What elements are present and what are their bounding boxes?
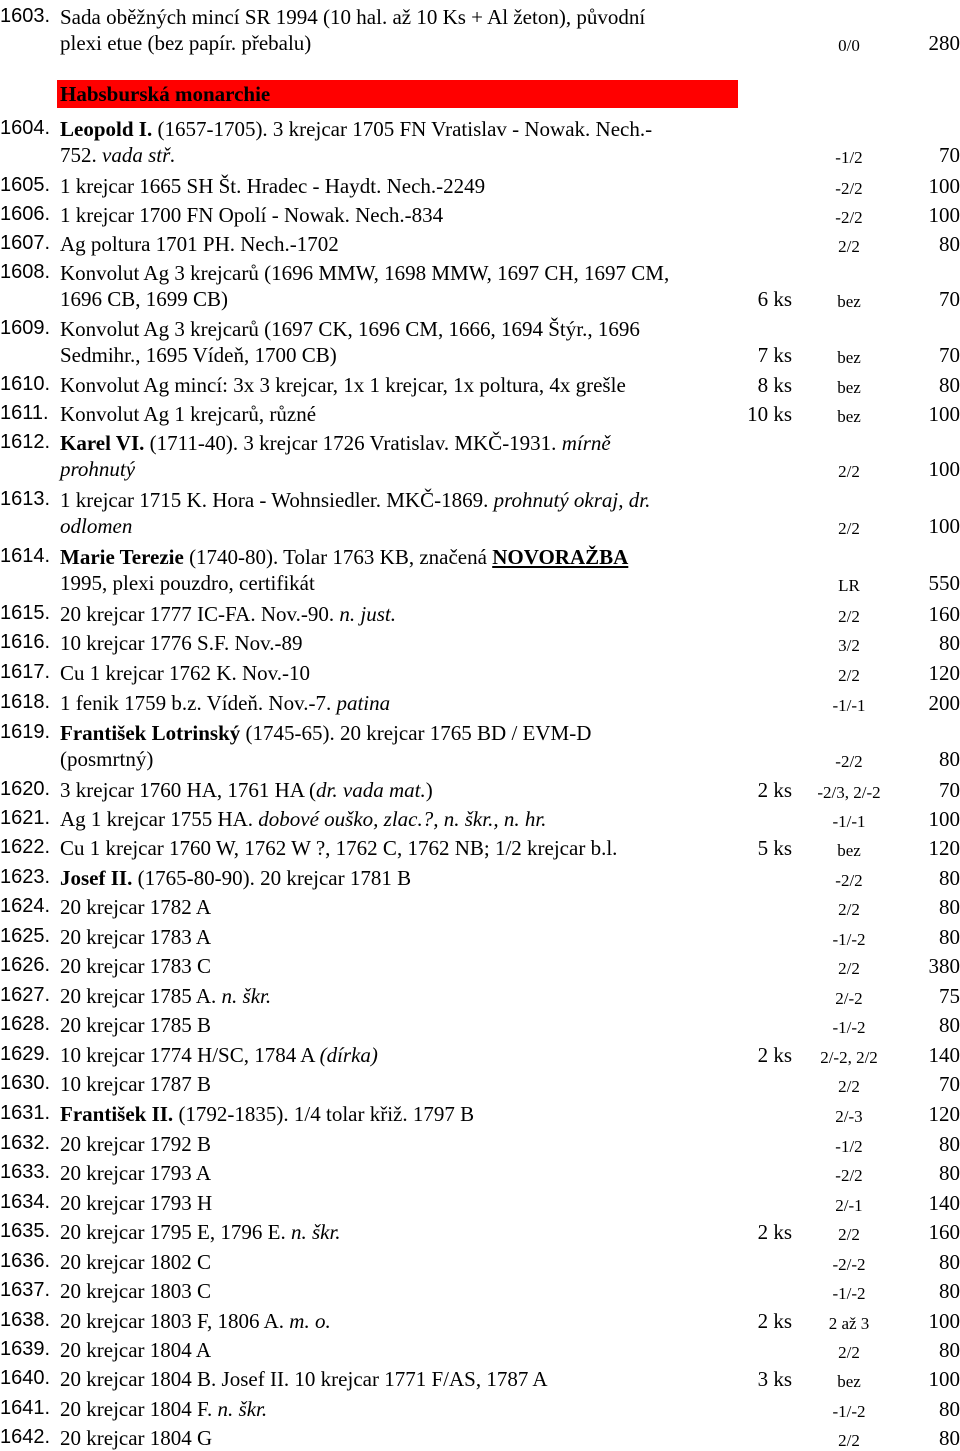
lot-number: 1620. <box>0 779 50 799</box>
lot-price: 75 <box>939 984 960 1009</box>
lot-description <box>60 983 271 1009</box>
lot-price: 80 <box>939 631 960 656</box>
lot-condition: -1/-2 <box>806 930 892 950</box>
lot-description-part: František II. <box>60 1102 173 1126</box>
lot-description <box>60 173 485 199</box>
lot-condition: -2/3, 2/-2 <box>806 783 892 803</box>
lot-description-part: m. o. <box>289 1309 330 1333</box>
lot-description-part: 20 krejcar 1793 A <box>60 1161 211 1185</box>
lot-condition: 2/2 <box>806 900 892 920</box>
lot-description-part: mírně <box>562 431 611 455</box>
lot-price: 100 <box>929 174 960 199</box>
lot-price: 70 <box>939 343 960 368</box>
lot-number: 1615. <box>0 603 50 623</box>
lot-description-part: Sedmihr., 1695 Vídeň, 1700 CB) <box>60 343 337 367</box>
lot-number: 1614. <box>0 546 50 566</box>
lot-description <box>60 260 669 312</box>
lot-condition: bez <box>806 292 892 312</box>
lot-description-part: Leopold I. <box>60 117 152 141</box>
lot-description-part: 10 krejcar 1787 B <box>60 1072 211 1096</box>
lot-description <box>60 1190 212 1216</box>
lot-description-part: Konvolut Ag mincí: 3x 3 krejcar, 1x 1 krejcar, 1x poltura, 4x grešle <box>60 373 626 397</box>
lot-price: 80 <box>939 232 960 257</box>
lot-description <box>60 116 652 168</box>
lot-description-part: 20 krejcar 1783 C <box>60 954 211 978</box>
lot-price: 80 <box>939 1013 960 1038</box>
lot-description-part: František Lotrinský <box>60 721 240 745</box>
lot-price: 280 <box>929 31 960 56</box>
lot-number: 1616. <box>0 632 50 652</box>
lot-description-part: ) <box>426 778 433 802</box>
lot-description-part: 20 krejcar 1804 G <box>60 1426 212 1450</box>
lot-condition: -2/2 <box>806 871 892 891</box>
lot-price: 160 <box>929 1220 960 1245</box>
lot-description-part: 20 krejcar 1777 IC-FA. Nov.-90. <box>60 602 339 626</box>
lot-description <box>60 1219 341 1245</box>
lot-quantity: 2 ks <box>758 778 792 803</box>
lot-condition: -1/2 <box>806 148 892 168</box>
lot-number: 1632. <box>0 1133 50 1153</box>
lot-description-part: Konvolut Ag 3 krejcarů (1697 CK, 1696 CM, 1666, 1694 Štýr., 1696 <box>60 317 640 341</box>
lot-condition: 3/2 <box>806 636 892 656</box>
lot-condition: -1/-2 <box>806 1284 892 1304</box>
lot-price: 100 <box>929 457 960 482</box>
lot-number: 1605. <box>0 175 50 195</box>
lot-description-part: prohnutý okraj, dr. <box>494 488 651 512</box>
lot-price: 100 <box>929 1367 960 1392</box>
lot-description-part: 20 krejcar 1785 B <box>60 1013 211 1037</box>
section-title: Habsburská monarchie <box>60 82 270 107</box>
lot-condition: 2/2 <box>806 519 892 539</box>
lot-description-part: (1765-80-90). 20 krejcar 1781 B <box>132 866 411 890</box>
lot-number: 1628. <box>0 1014 50 1034</box>
lot-number: 1617. <box>0 662 50 682</box>
lot-number: 1640. <box>0 1368 50 1388</box>
lot-price: 120 <box>929 836 960 861</box>
lot-number: 1630. <box>0 1073 50 1093</box>
lot-condition: bez <box>806 407 892 427</box>
lot-condition: 2/2 <box>806 1077 892 1097</box>
lot-description-part: n. just. <box>339 602 396 626</box>
lot-description-part: (1657-1705). 3 krejcar 1705 FN Vratislav - Nowak. Nech.- <box>152 117 652 141</box>
lot-description-part: 1 krejcar 1700 FN Opolí - Nowak. Nech.-834 <box>60 203 443 227</box>
lot-price: 100 <box>929 203 960 228</box>
lot-condition: 2/2 <box>806 1225 892 1245</box>
lot-number: 1609. <box>0 318 50 338</box>
lot-description-part: n. škr. <box>218 1397 268 1421</box>
lot-condition: 2/-3 <box>806 1107 892 1127</box>
lot-number: 1604. <box>0 118 50 138</box>
lot-description-part: 20 krejcar 1782 A <box>60 895 211 919</box>
lot-price: 80 <box>939 1397 960 1422</box>
lot-number: 1603. <box>0 6 50 26</box>
lot-description-part: n. škr. <box>222 984 272 1008</box>
lot-condition: bez <box>806 841 892 861</box>
lot-description-part: vada stř. <box>102 143 176 167</box>
lot-description <box>60 4 645 56</box>
lot-price: 140 <box>929 1191 960 1216</box>
lot-number: 1621. <box>0 808 50 828</box>
lot-description <box>60 1012 211 1038</box>
lot-number: 1642. <box>0 1427 50 1447</box>
section-header-habsburg <box>57 80 738 108</box>
lot-description-part: Ag poltura 1701 PH. Nech.-1702 <box>60 232 339 256</box>
lot-description-part: dobové ouško, zlac.?, n. škr., n. hr. <box>258 807 546 831</box>
lot-condition: 2/2 <box>806 1431 892 1451</box>
lot-description <box>60 720 591 772</box>
lot-description <box>60 430 611 482</box>
lot-number: 1625. <box>0 926 50 946</box>
lot-description <box>60 401 316 427</box>
lot-description <box>60 690 390 716</box>
lot-description <box>60 777 433 803</box>
lot-description-part: 20 krejcar 1803 F, 1806 A. <box>60 1309 289 1333</box>
lot-number: 1608. <box>0 262 50 282</box>
lot-description <box>60 630 303 656</box>
lot-number: 1627. <box>0 985 50 1005</box>
lot-description-part: Cu 1 krejcar 1762 K. Nov.-10 <box>60 661 310 685</box>
lot-number: 1634. <box>0 1192 50 1212</box>
lot-quantity: 2 ks <box>758 1043 792 1068</box>
lot-description-part: 1 krejcar 1715 K. Hora - Wohnsiedler. MKČ-1869. <box>60 488 494 512</box>
lot-condition: bez <box>806 378 892 398</box>
lot-price: 80 <box>939 1132 960 1157</box>
lot-description <box>60 202 443 228</box>
lot-description-part: 20 krejcar 1804 B. Josef II. 10 krejcar 1771 F/AS, 1787 A <box>60 1367 548 1391</box>
lot-number: 1613. <box>0 489 50 509</box>
lot-condition: -2/2 <box>806 1166 892 1186</box>
lot-description-part: 20 krejcar 1802 C <box>60 1250 211 1274</box>
lot-description-part: (1711-40). 3 krejcar 1726 Vratislav. MKČ-1931. <box>144 431 561 455</box>
lot-description <box>60 660 310 686</box>
lot-description <box>60 1131 211 1157</box>
lot-number: 1631. <box>0 1103 50 1123</box>
lot-price: 200 <box>929 691 960 716</box>
lot-description <box>60 953 211 979</box>
lot-description <box>60 835 617 861</box>
lot-description-part: Konvolut Ag 1 krejcarů, různé <box>60 402 316 426</box>
lot-description <box>60 487 650 539</box>
lot-description-part: 3 krejcar 1760 HA, 1761 HA ( <box>60 778 316 802</box>
lot-description-part: 10 krejcar 1774 H/SC, 1784 A <box>60 1043 320 1067</box>
lot-number: 1638. <box>0 1310 50 1330</box>
lot-description-part: 20 krejcar 1783 A <box>60 925 211 949</box>
lot-number: 1633. <box>0 1162 50 1182</box>
lot-condition: 2/2 <box>806 666 892 686</box>
lot-description <box>60 1249 211 1275</box>
lot-price: 80 <box>939 1279 960 1304</box>
lot-description-part: Karel VI. <box>60 431 144 455</box>
lot-price: 380 <box>929 954 960 979</box>
lot-number: 1641. <box>0 1398 50 1418</box>
lot-condition: -2/2 <box>806 752 892 772</box>
lot-price: 80 <box>939 925 960 950</box>
lot-price: 80 <box>939 866 960 891</box>
lot-condition: -2/2 <box>806 179 892 199</box>
lot-description-part: (dírka) <box>320 1043 378 1067</box>
lot-description <box>60 1101 474 1127</box>
lot-description-part: (1740-80). Tolar 1763 KB, značená <box>184 545 492 569</box>
lot-description-part: (posmrtný) <box>60 747 153 771</box>
lot-number: 1622. <box>0 837 50 857</box>
lot-description-part: Cu 1 krejcar 1760 W, 1762 W ?, 1762 C, 1762 NB; 1/2 krejcar b.l. <box>60 836 617 860</box>
lot-quantity: 2 ks <box>758 1220 792 1245</box>
lot-price: 100 <box>929 1309 960 1334</box>
lot-description-part: prohnutý <box>60 457 135 481</box>
lot-description-part: (1792-1835). 1/4 tolar křiž. 1797 B <box>173 1102 474 1126</box>
lot-description <box>60 894 211 920</box>
lot-condition: 2/-2, 2/2 <box>806 1048 892 1068</box>
lot-price: 70 <box>939 1072 960 1097</box>
lot-condition: 2/-1 <box>806 1196 892 1216</box>
lot-quantity: 7 ks <box>758 343 792 368</box>
lot-number: 1624. <box>0 896 50 916</box>
lot-number: 1636. <box>0 1251 50 1271</box>
lot-price: 140 <box>929 1043 960 1068</box>
lot-condition: -2/-2 <box>806 1255 892 1275</box>
lot-quantity: 5 ks <box>758 836 792 861</box>
lot-description <box>60 1337 211 1363</box>
lot-price: 80 <box>939 747 960 772</box>
lot-condition: -1/-1 <box>806 696 892 716</box>
lot-number: 1639. <box>0 1339 50 1359</box>
lot-description <box>60 924 211 950</box>
lot-number: 1611. <box>0 403 49 423</box>
lot-number: 1610. <box>0 374 50 394</box>
lot-price: 80 <box>939 373 960 398</box>
lot-description-part: 1 fenik 1759 b.z. Vídeň. Nov.-7. <box>60 691 336 715</box>
lot-price: 70 <box>939 287 960 312</box>
lot-description-part: 20 krejcar 1785 A. <box>60 984 222 1008</box>
lot-description <box>60 865 411 891</box>
lot-price: 120 <box>929 1102 960 1127</box>
lot-number: 1637. <box>0 1280 50 1300</box>
lot-description-part: Marie Terezie <box>60 545 184 569</box>
lot-price: 70 <box>939 143 960 168</box>
lot-condition: bez <box>806 1372 892 1392</box>
lot-description-part: 10 krejcar 1776 S.F. Nov.-89 <box>60 631 303 655</box>
lot-description-part: dr. vada mat. <box>316 778 426 802</box>
lot-number: 1635. <box>0 1221 50 1241</box>
lot-number: 1612. <box>0 432 50 452</box>
lot-description-part: NOVORAŽBA <box>492 545 628 569</box>
lot-number: 1626. <box>0 955 50 975</box>
lot-condition: 2/2 <box>806 959 892 979</box>
lot-description <box>60 1425 212 1451</box>
lot-description <box>60 601 396 627</box>
lot-description-part: patina <box>336 691 390 715</box>
lot-description-part: odlomen <box>60 514 132 538</box>
lot-number: 1623. <box>0 867 50 887</box>
lot-condition: 2 až 3 <box>806 1314 892 1334</box>
lot-price: 160 <box>929 602 960 627</box>
lot-description-part: 20 krejcar 1795 E, 1796 E. <box>60 1220 291 1244</box>
lot-price: 70 <box>939 778 960 803</box>
lot-condition: -1/2 <box>806 1137 892 1157</box>
lot-description <box>60 231 339 257</box>
lot-condition: -1/-1 <box>806 812 892 832</box>
lot-description-part: n. škr. <box>291 1220 341 1244</box>
lot-description-part: 1 krejcar 1665 SH Št. Hradec - Haydt. Nech.-2249 <box>60 174 485 198</box>
lot-number: 1619. <box>0 722 50 742</box>
lot-condition: 2/2 <box>806 1343 892 1363</box>
lot-quantity: 6 ks <box>758 287 792 312</box>
lot-description <box>60 1366 548 1392</box>
lot-quantity: 10 ks <box>747 402 792 427</box>
lot-description-part: Konvolut Ag 3 krejcarů (1696 MMW, 1698 MMW, 1697 CH, 1697 CM, <box>60 261 669 285</box>
lot-price: 80 <box>939 895 960 920</box>
lot-description <box>60 316 640 368</box>
lot-description-part: Sada oběžných mincí SR 1994 (10 hal. až 10 Ks + Al žeton), původní <box>60 5 645 29</box>
lot-condition: 2/2 <box>806 462 892 482</box>
lot-price: 80 <box>939 1426 960 1451</box>
lot-condition: LR <box>806 576 892 596</box>
lot-description <box>60 372 626 398</box>
lot-number: 1607. <box>0 233 50 253</box>
lot-description <box>60 544 628 596</box>
lot-number: 1606. <box>0 204 50 224</box>
lot-price: 80 <box>939 1161 960 1186</box>
lot-description <box>60 1042 378 1068</box>
lot-price: 80 <box>939 1250 960 1275</box>
lot-description <box>60 1396 267 1422</box>
lot-condition: 2/2 <box>806 607 892 627</box>
lot-condition: -1/-2 <box>806 1018 892 1038</box>
lot-price: 550 <box>929 571 960 596</box>
lot-description-part: 20 krejcar 1804 A <box>60 1338 211 1362</box>
lot-description-part: 20 krejcar 1793 H <box>60 1191 212 1215</box>
lot-description <box>60 806 546 832</box>
lot-description-part: 1995, plexi pouzdro, certifikát <box>60 571 315 595</box>
lot-condition: 2/-2 <box>806 989 892 1009</box>
lot-condition: -2/2 <box>806 208 892 228</box>
lot-condition: -1/-2 <box>806 1402 892 1422</box>
lot-price: 120 <box>929 661 960 686</box>
lot-description <box>60 1278 211 1304</box>
lot-description-part: 20 krejcar 1792 B <box>60 1132 211 1156</box>
lot-number: 1618. <box>0 692 50 712</box>
lot-description <box>60 1308 331 1334</box>
lot-condition: 2/2 <box>806 237 892 257</box>
lot-price: 80 <box>939 1338 960 1363</box>
lot-description-part: 20 krejcar 1803 C <box>60 1279 211 1303</box>
lot-condition: bez <box>806 348 892 368</box>
lot-description-part: 1696 CB, 1699 CB) <box>60 287 228 311</box>
lot-description-part: (1745-65). 20 krejcar 1765 BD / EVM-D <box>240 721 591 745</box>
lot-description-part: Josef II. <box>60 866 132 890</box>
lot-quantity: 2 ks <box>758 1309 792 1334</box>
lot-price: 100 <box>929 807 960 832</box>
lot-description <box>60 1160 211 1186</box>
lot-quantity: 3 ks <box>758 1367 792 1392</box>
lot-description <box>60 1071 211 1097</box>
lot-description-part: plexi etue (bez papír. přebalu) <box>60 31 311 55</box>
lot-quantity: 8 ks <box>758 373 792 398</box>
lot-description-part: Ag 1 krejcar 1755 HA. <box>60 807 258 831</box>
lot-description-part: 752. <box>60 143 102 167</box>
lot-condition: 0/0 <box>806 36 892 56</box>
lot-number: 1629. <box>0 1044 50 1064</box>
lot-price: 100 <box>929 402 960 427</box>
lot-description-part: 20 krejcar 1804 F. <box>60 1397 218 1421</box>
lot-price: 100 <box>929 514 960 539</box>
